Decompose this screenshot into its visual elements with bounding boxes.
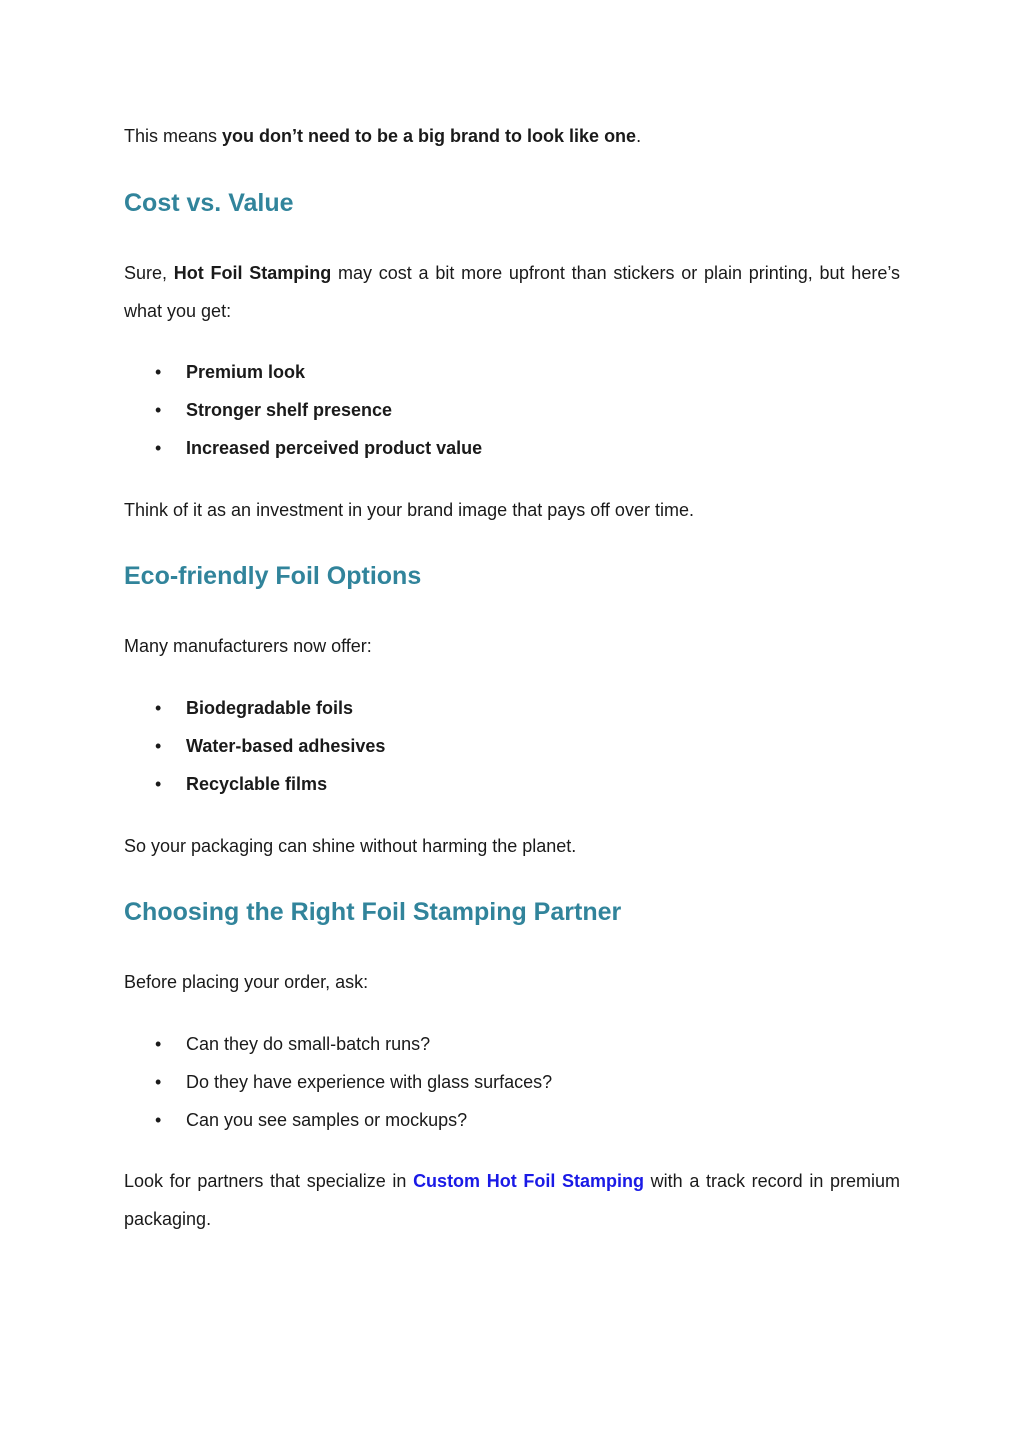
list-item [124,1101,900,1139]
cost-para-suffix: may cost a bit more upfront than stickers or plain printing, but here’s what you get: [124,263,901,321]
intro-prefix: This means [124,126,223,146]
bullet-icon: • [155,362,162,382]
eco-intro: Many manufacturers now offer: [124,636,372,656]
list-item [124,353,900,391]
cost-para-bold: Hot Foil Stamping [173,263,332,283]
list-item-label: Recyclable films [186,774,328,794]
eco-closing: So your packaging can shine without harming the planet. [124,836,577,856]
list-item [124,1025,900,1063]
cost-closing: Think of it as an investment in your brand image that pays off over time. [124,500,694,520]
list-item-label: Increased perceived product value [186,438,483,458]
list-item-label: Stronger shelf presence [186,400,393,420]
bullet-icon: • [155,736,162,756]
partner-closing-suffix: with a track record in premium packaging. [124,1171,901,1229]
list-item-label: Biodegradable foils [186,698,354,718]
bullet-icon: • [155,698,162,718]
partner-heading: Choosing the Right Foil Stamping Partner [124,898,622,926]
intro-bold: you don’t need to be a big brand to look like one [222,126,637,146]
list-item-label: Premium look [186,362,306,382]
partner-closing [124,1162,900,1238]
cost-paragraph [124,254,900,330]
partner-closing-prefix: Look for partners that specialize in [124,1171,414,1191]
list-item-label: Do they have experience with glass surfaces? [186,1072,553,1092]
cost-list [124,353,900,467]
cost-para-prefix: Sure, [124,263,174,283]
list-item [124,1063,900,1101]
eco-heading: Eco-friendly Foil Options [124,562,422,590]
intro-suffix: . [636,126,642,146]
partner-intro: Before placing your order, ask: [124,972,369,992]
bullet-icon: • [155,400,162,420]
list-item-label: Can you see samples or mockups? [186,1110,468,1130]
list-item [124,727,900,765]
list-item-label: Water-based adhesives [186,736,386,756]
bullet-icon: • [155,1072,162,1092]
list-item [124,689,900,727]
bullet-icon: • [155,1110,162,1130]
intro-paragraph [124,117,900,155]
list-item [124,391,900,429]
partner-list [124,1025,900,1139]
list-item [124,765,900,803]
custom-hot-foil-stamping-link[interactable]: Custom Hot Foil Stamping [413,1171,645,1191]
list-item-label: Can they do small-batch runs? [186,1034,431,1054]
bullet-icon: • [155,1034,162,1054]
bullet-icon: • [155,438,162,458]
list-item [124,429,900,467]
cost-heading: Cost vs. Value [124,189,294,217]
bullet-icon: • [155,774,162,794]
eco-list [124,689,900,803]
